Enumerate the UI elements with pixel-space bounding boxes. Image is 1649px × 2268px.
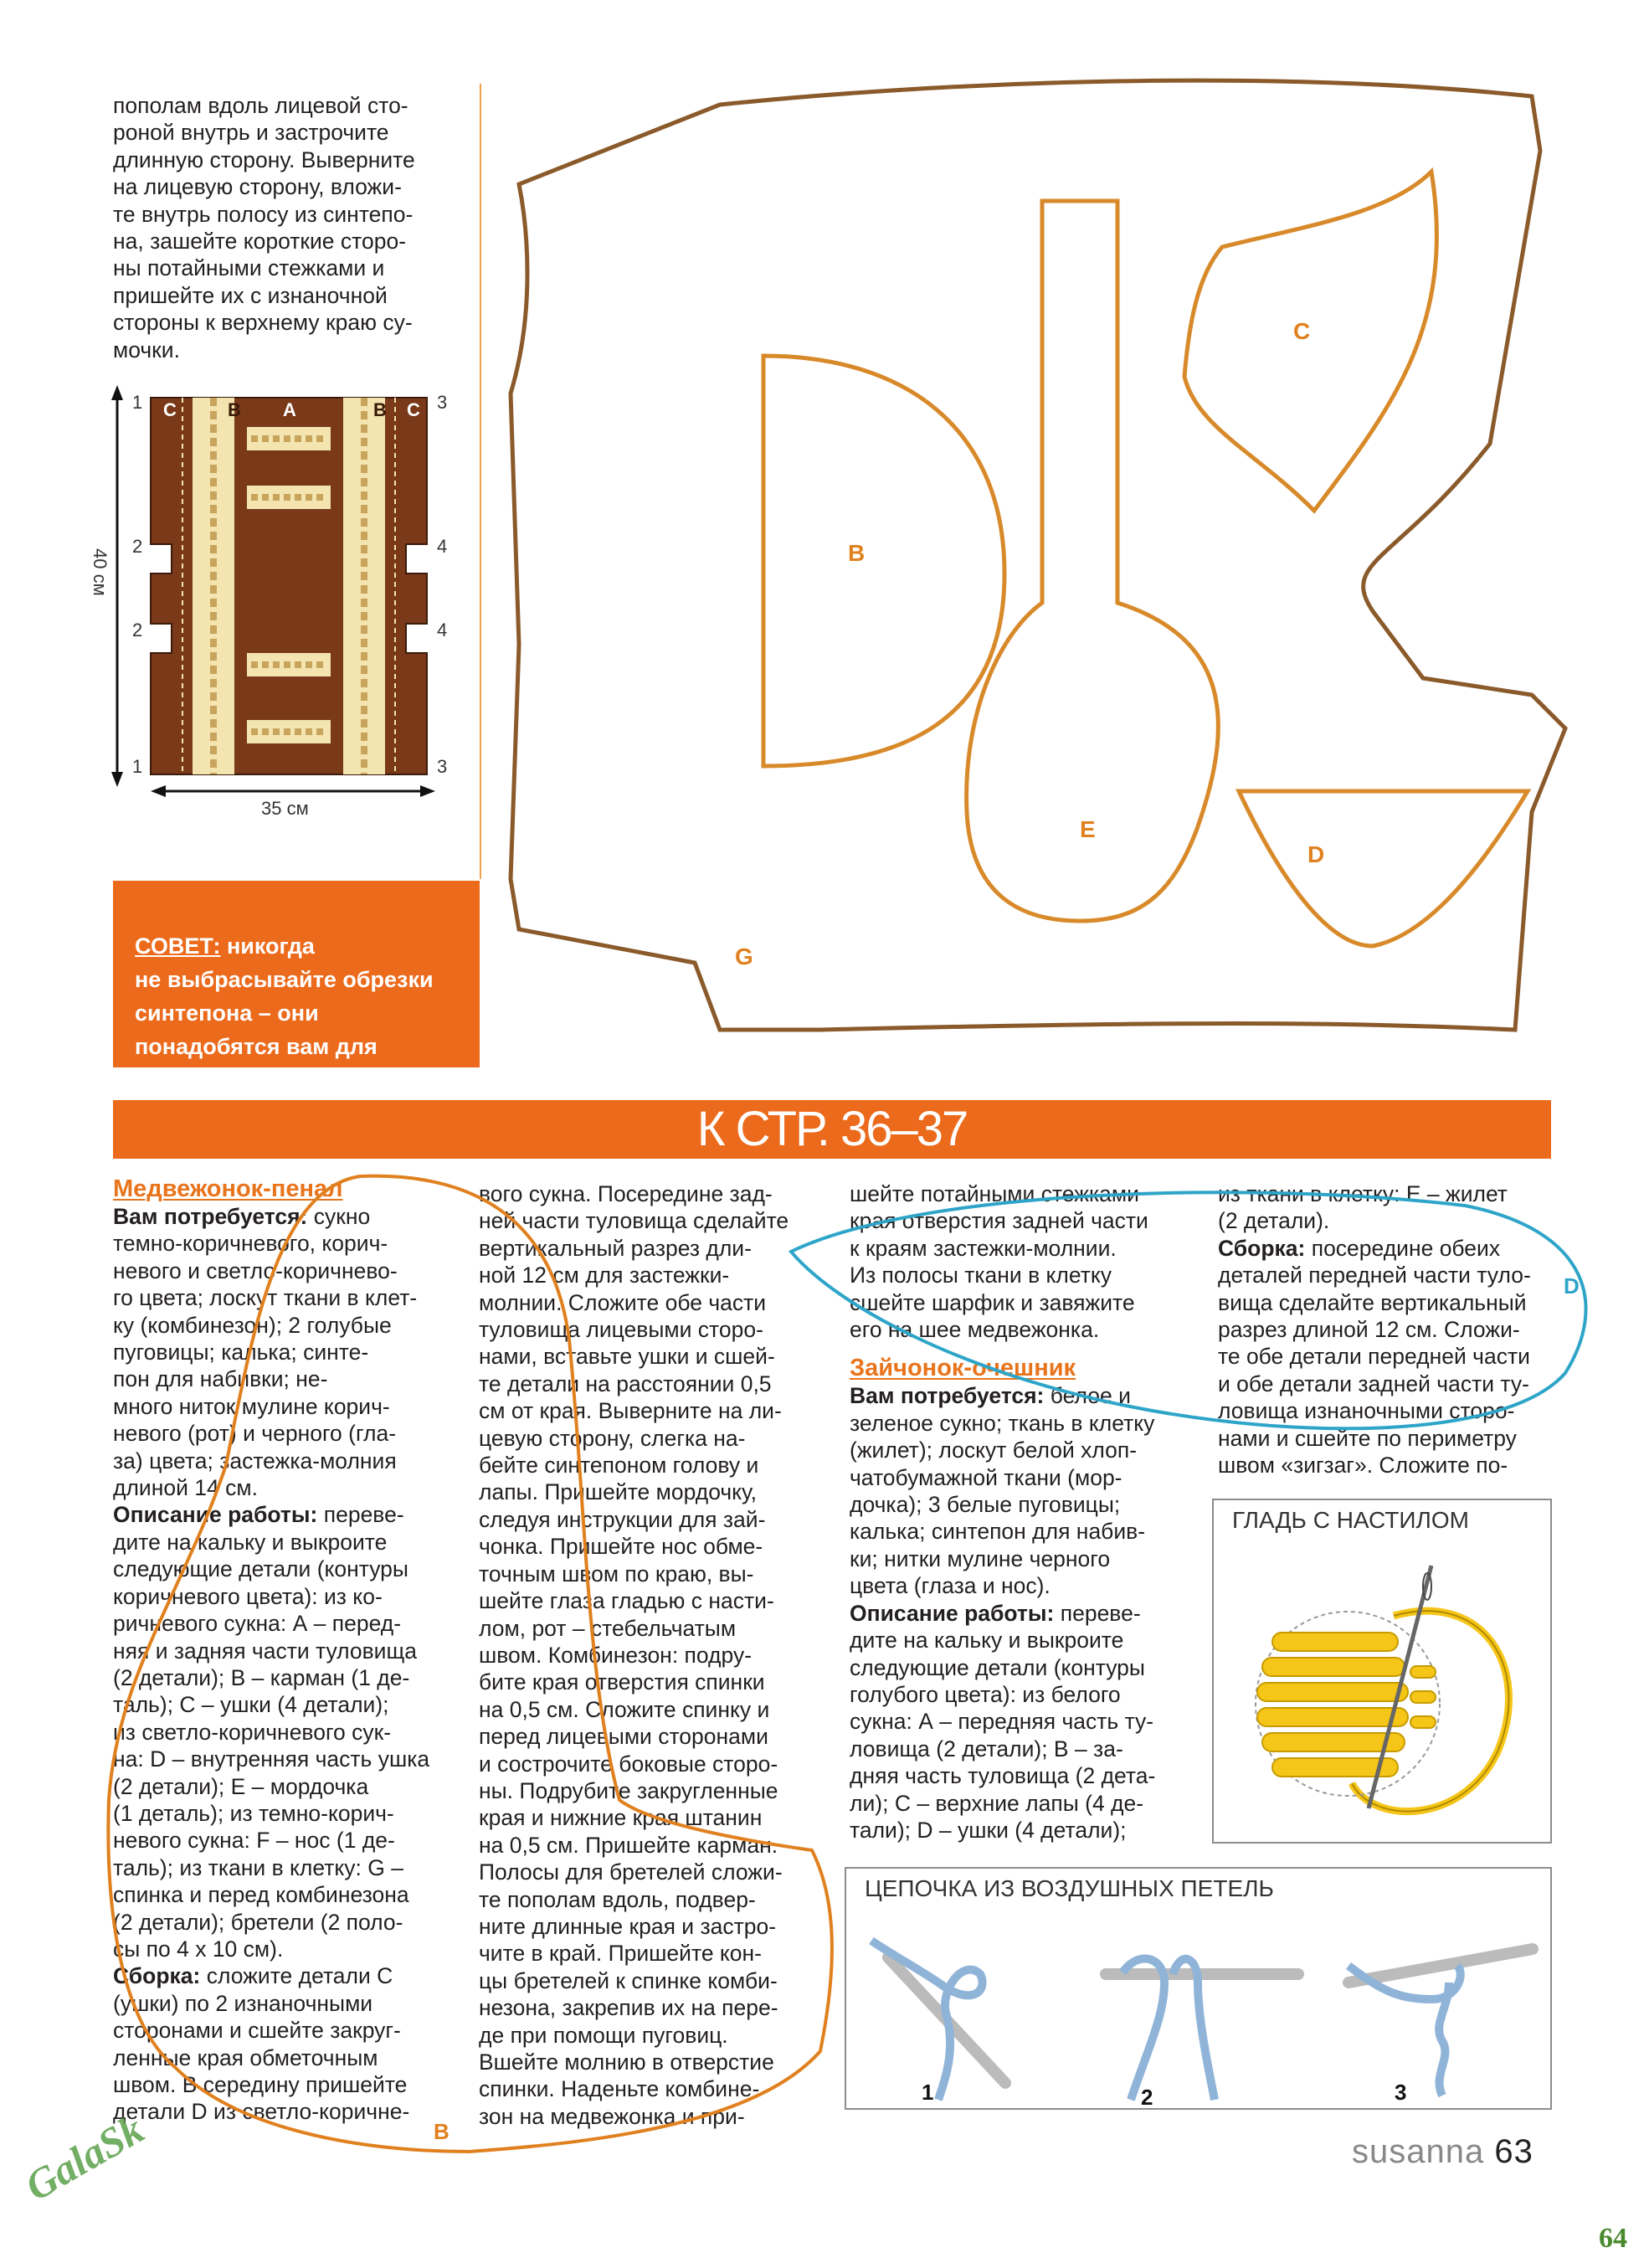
- brand-name: susanna: [1352, 2133, 1485, 2170]
- width-label: 35 см: [261, 798, 309, 819]
- mark: 3: [437, 756, 448, 777]
- mark: 2: [132, 536, 143, 557]
- chain-illustration: [846, 1907, 1550, 2108]
- stitch-box-satin: [1212, 1499, 1552, 1844]
- chain-step-1: [871, 1941, 1005, 2105]
- bear-scarf-text: шейте потайными стежками края отверстия задней части к краям застежки-молнии. Из полосы ткани в клетку сшейте шарфик и завяжите его на шее медвежонка.: [850, 1181, 1148, 1343]
- strip-label: C: [407, 399, 420, 420]
- column-3: [850, 1180, 1180, 1844]
- bag-body: [151, 398, 427, 774]
- label-e: E: [1080, 816, 1096, 842]
- column-4: [1218, 1180, 1551, 1479]
- satin-illustration: [1214, 1540, 1550, 1842]
- corner-page-number: 64: [1599, 2223, 1627, 2254]
- tip-title: СОВЕТ:: [135, 933, 221, 959]
- label-c: C: [1293, 318, 1311, 344]
- bunny-materials: Вам потребуется: белое и зеленое сукно; ткань в клетку (жилет); лоскут белой хлоп- чатобумажной ткани (мор- дочка); 3 белые пуговицы; калька; синтепон для набив- ки; нитки мулине черного цвета (глаза и нос).: [850, 1383, 1155, 1599]
- intro-text: пополам вдоль лицевой сто- роной внутрь и застрочите длинную сторону. Выверните на лицевую сторону, вложи- те внутрь полосу из синтепо- на, зашейте короткие сторо- ны потайными стежками и пришейте их с изнаночной стороны к верхнему краю су- мочки.: [113, 93, 415, 363]
- chain-step-2: [1106, 1958, 1298, 2110]
- stitch-box-chain: [845, 1867, 1552, 2110]
- mark: 1: [132, 392, 143, 413]
- pattern-piece-b: [763, 356, 1004, 766]
- bear-instructions: Описание работы: переве- дите на кальку и выкроите следующие детали (контуры коричневого цвета): из ко- ричневого сукна: А – перед- няя и задняя части туловища (2 детали); В – карман (1 де- таль); С – ушки (4 детали); из светло-коричневого сук- на: D – внутренняя часть ушка (2 детали); Е – мордочка (1 деталь); из темно-корич- невого сукна: F – нос (1 де- таль); из ткани в клетку: G – спинка и перед комбинезона (2 детали); бретели (2 поло- сы по 4 х 10 см).: [113, 1502, 430, 1962]
- bunny-assembly: Сборка: посередине обеих деталей передней части туло- вища сделайте вертикальный разрез длиной 12 см. Сложи- те обе детали передней части и обе детали задней части ту- ловища изнаночными сторо- нами и сшейте по периметру швом «зигзаг». Сложите по-: [1218, 1235, 1531, 1479]
- stitch-box-title: ЦЕПОЧКА ИЗ ВОЗДУШНЫХ ПЕТЕЛЬ: [865, 1875, 1274, 1901]
- pattern-piece-c: [1184, 172, 1436, 511]
- label-b: B: [848, 540, 866, 566]
- section-title: К СТР. 36–37: [696, 1102, 968, 1156]
- tip-text: никогда не выбрасывайте обрезки синтепона – они понадобятся вам для набивки мелких деталей!: [135, 933, 434, 1093]
- pattern-sheet: [502, 59, 1649, 1063]
- strip-label: B: [228, 399, 241, 420]
- column-rule: [480, 84, 481, 879]
- height-label: 40 см: [90, 548, 110, 596]
- heading-bear: Медвежонок-пенал: [113, 1175, 343, 1202]
- mark: 4: [437, 536, 448, 557]
- section-band: [113, 1100, 1551, 1159]
- heading-bunny: Зайчонок-очешник: [850, 1355, 1076, 1382]
- page-number: 63: [1494, 2133, 1533, 2170]
- bunny-vest-text: из ткани в клетку: Е – жилет (2 детали).: [1218, 1181, 1508, 1234]
- label-d: D: [1307, 841, 1325, 867]
- mark: 4: [437, 620, 448, 640]
- label-g: G: [735, 944, 753, 969]
- bag-diagram: [90, 385, 469, 820]
- pattern-piece-d: [1239, 791, 1528, 946]
- strip-label: B: [373, 399, 387, 420]
- strip-label: C: [163, 399, 177, 420]
- chain-step-number: 1: [922, 2080, 934, 2105]
- bunny-instructions: Описание работы: переве- дите на кальку и выкроите следующие детали (контуры голубого цвета): из белого сукна: А – передняя часть ту- ловища (2 детали); В – за- дняя часть туловища (2 дета- ли); С – верхние лапы (4 де- тали); D – ушки (4 детали);: [850, 1600, 1156, 1843]
- stitch-box-title: ГЛАДЬ С НАСТИЛОМ: [1232, 1507, 1469, 1533]
- bear-materials: Вам потребуется: сукно темно-коричневого, корич- невого и светло-коричнево- го цвета; лоскут ткани в клет- ку (комбинезон); 2 голубые пуговицы; калька; синте- пон для набивки; не- много ниток мулине корич- невого (рот) и черного (гла- за) цвета; застежка-молния длиной 14 см.: [113, 1204, 418, 1501]
- pattern-outline-g: [511, 80, 1565, 1030]
- bear-assembly: Сборка: сложите детали С (ушки) по 2 изнаночными сторонами и сшейте закруг- ленные края обметочным швом. В середину пришейте детали D из светло-коричне-: [113, 1963, 410, 2125]
- chain-step-3: [1348, 1949, 1533, 2105]
- overlay-label-d: D: [1564, 1273, 1580, 1299]
- chain-step-number: 3: [1395, 2080, 1407, 2105]
- column-1: [113, 1175, 444, 2126]
- watermark: GalaSk: [17, 2105, 152, 2210]
- overlay-label-b: B: [434, 2119, 449, 2144]
- mark: 2: [132, 620, 143, 640]
- chain-step-number: 2: [1141, 2085, 1153, 2110]
- mark: 1: [132, 756, 143, 777]
- mark: 3: [437, 392, 448, 413]
- page-footer: [1352, 2133, 1533, 2171]
- column-2: вого сукна. Посередине зад- ней части туловища сделайте вертикальный разрез дли- ной 12 см для застежки- молнии. Сложите обе части туловища лицевыми сторо- нами, вставьте ушки и сшей- те детали на расстоянии 0,5 см от края. Выверните на ли- цевую сторону, слегка на- бейте синтепоном голову и лапы. Пришейте мордочку, следуя инструкции для зай- чонка. Пришейте нос обме- точным швом по краю, вы- шейте глаза гладью с насти- лом, рот – стебельчатым швом. Комбинезон: подру- бите края отверстия спинки на 0,5 см. Сложите спинку и перед лицевыми сторонами и сострочите боковые сторо- ны. Подрубите закругленные края и нижние края штанин на 0,5 см. Пришейте карман. Полосы для бретелей сложи- те пополам вдоль, подвер- ните длинные края и застро- чите в край. Пришейте кон- цы бретелей к спинке комби- незона, закрепив их на пере- де при помощи пуговиц. Вшейте молнию в отверстие спинки. Наденьте комбине- зон на медвежонка и при-: [479, 1181, 789, 2129]
- tip-box: [113, 881, 480, 1093]
- strip-label: A: [283, 399, 296, 420]
